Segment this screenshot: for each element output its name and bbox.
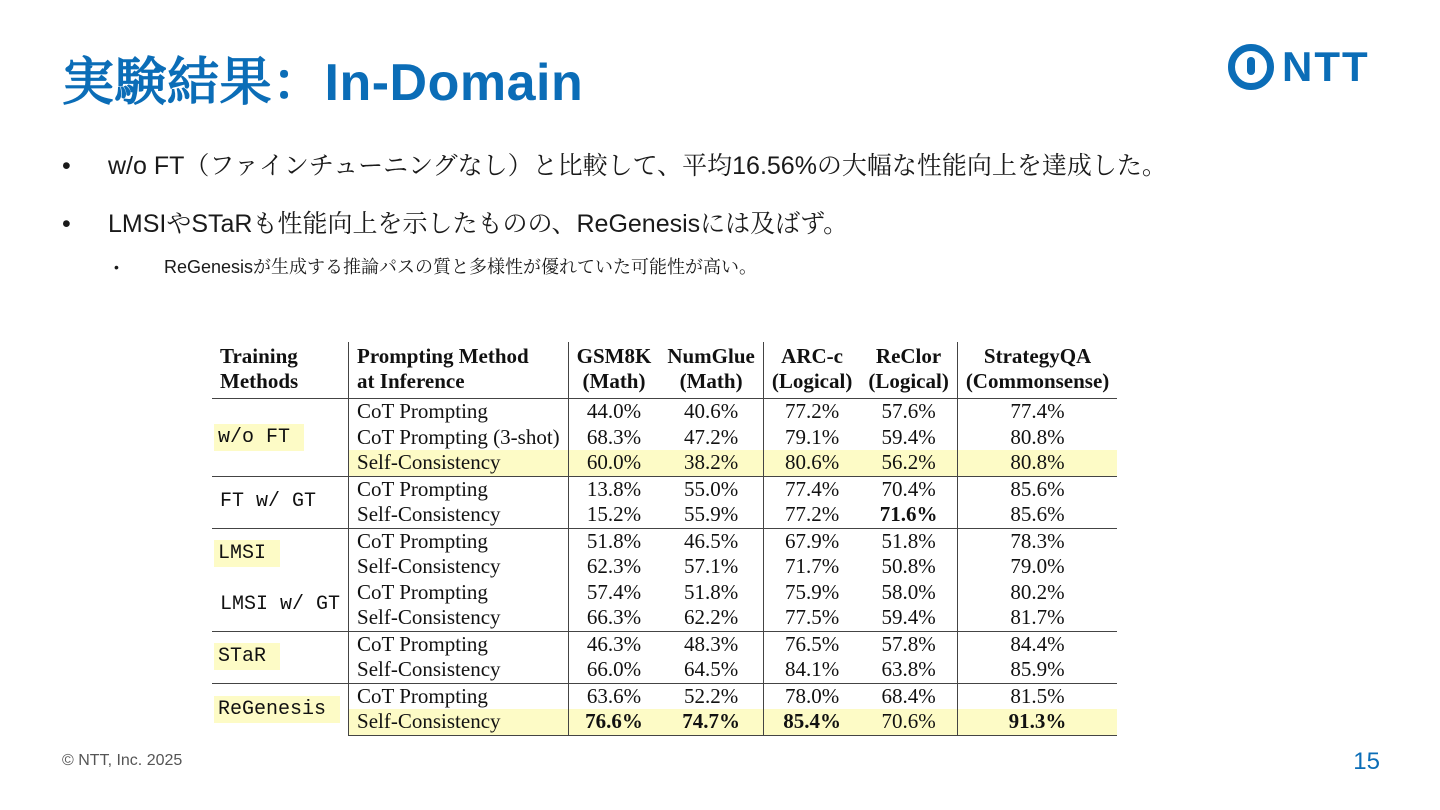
table-row [212, 502, 1117, 528]
score-cell: 62.2% [683, 605, 739, 629]
header-prompting-method: Prompting Method at Inference [349, 342, 569, 399]
ntt-ring-icon [1228, 44, 1274, 90]
score-cell: 55.0% [659, 476, 763, 502]
score-cell: 84.1% [763, 657, 860, 683]
score-cell: 85.9% [957, 657, 1117, 683]
header-numglue: NumGlue (Math) [659, 342, 763, 399]
score-cell: 38.2% [659, 450, 763, 476]
score-cell: 81.5% [957, 683, 1117, 709]
bullet-item [62, 206, 1392, 242]
training-method-lmsi-gt: LMSI w/ GT [220, 593, 341, 617]
score-cell: 77.2% [763, 502, 860, 528]
training-method-lmsi: LMSI [212, 528, 349, 580]
header-strategyqa: StrategyQA (Commonsense) [957, 342, 1117, 399]
table-row [212, 528, 1117, 554]
bullet-list [62, 148, 1392, 280]
table-header-row [212, 342, 1117, 399]
score-cell-best: 76.6% [568, 709, 659, 735]
header-training-methods: Training Methods [212, 342, 349, 399]
score-cell: 77.4% [957, 399, 1117, 425]
prompt-cell: CoT Prompting [349, 399, 569, 425]
prompt-cell: CoT Prompting [349, 631, 569, 657]
table-row [212, 605, 1117, 631]
logo-text: NTT [1282, 43, 1370, 90]
prompt-cell: CoT Prompting (3-shot) [349, 425, 569, 451]
table-row [212, 399, 1117, 425]
prompt-cell: Self-Consistency [349, 554, 569, 580]
score-cell: 71.7% [763, 554, 860, 580]
table-row [212, 631, 1117, 657]
score-cell: 68.4% [860, 683, 957, 709]
prompt-cell: Self-Consistency [349, 657, 569, 683]
score-cell: 60.0% [568, 450, 659, 476]
table-row [212, 476, 1117, 502]
score-cell: 76.5% [763, 631, 860, 657]
ntt-logo [1228, 42, 1383, 92]
training-method-star: STaR [212, 631, 349, 683]
score-cell: 66.0% [568, 657, 659, 683]
prompt-cell: CoT Prompting [349, 476, 569, 502]
prompt-cell: CoT Prompting [349, 580, 569, 606]
slide-title: 実験結果：In-Domain [62, 54, 584, 112]
score-cell: 13.8% [568, 476, 659, 502]
table-row [212, 554, 1117, 580]
score-cell: 63.6% [568, 683, 659, 709]
bullet-text: LMSIやSTaRも性能向上を示したものの、ReGenesisには及ばず。 [108, 210, 849, 238]
score-cell: 46.5% [659, 528, 763, 554]
score-cell: 57.6% [881, 399, 936, 423]
training-method-wo-ft: w/o FT [212, 399, 349, 477]
score-cell: 80.8% [957, 450, 1117, 476]
score-cell: 59.4% [881, 424, 936, 449]
page-number: 15 [1353, 748, 1380, 775]
bullet-icon: • [62, 210, 71, 238]
score-cell: 78.3% [957, 528, 1117, 554]
prompt-cell: CoT Prompting [349, 528, 569, 554]
results-table [212, 342, 1117, 736]
prompt-cell: CoT Prompting [349, 683, 569, 709]
score-cell: 51.8% [568, 528, 659, 554]
prompt-cell: Self-Consistency [349, 605, 569, 631]
score-cell-best: 71.6% [879, 502, 938, 526]
score-cell: 80.8% [957, 425, 1117, 451]
score-cell: 48.3% [659, 631, 763, 657]
score-cell: 51.8% [683, 579, 739, 604]
score-cell: 58.0% [881, 579, 936, 604]
score-cell: 77.2% [763, 399, 860, 425]
score-cell: 81.7% [957, 605, 1117, 631]
training-method-ft-gt: FT w/ GT [212, 476, 349, 528]
bullet-icon: • [62, 152, 71, 180]
prompt-cell: Self-Consistency [349, 502, 569, 528]
score-cell: 44.0% [568, 399, 659, 425]
header-reclor: ReClor (Logical) [860, 342, 957, 399]
table-row [212, 580, 1117, 606]
prompt-cell: Self-Consistency [349, 709, 569, 735]
score-cell: 80.2% [957, 580, 1117, 606]
score-cell: 85.6% [957, 476, 1117, 502]
score-cell: 40.6% [683, 399, 739, 423]
score-cell: 59.4% [881, 605, 936, 629]
score-cell: 55.9% [683, 502, 739, 526]
score-cell: 50.8% [881, 554, 936, 578]
score-cell: 84.4% [957, 631, 1117, 657]
score-cell-best: 74.7% [659, 709, 763, 735]
sub-bullet-item [114, 254, 1392, 280]
score-cell: 66.3% [568, 605, 659, 631]
score-cell: 63.8% [881, 657, 936, 681]
score-cell: 57.1% [683, 554, 739, 578]
score-cell: 78.0% [763, 683, 860, 709]
score-cell: 64.5% [683, 657, 739, 681]
score-cell: 57.4% [568, 580, 659, 606]
table-row-highlighted [212, 709, 1117, 735]
score-cell: 85.6% [957, 502, 1117, 528]
score-cell: 77.4% [763, 476, 860, 502]
score-cell: 77.5% [763, 605, 860, 631]
table-row-highlighted [212, 450, 1117, 476]
header-arc-c: ARC-c (Logical) [763, 342, 860, 399]
score-cell: 67.9% [763, 528, 860, 554]
score-cell: 70.6% [860, 709, 957, 735]
sub-bullet-icon: • [114, 259, 119, 275]
score-cell: 68.3% [568, 425, 659, 451]
score-cell-best: 91.3% [957, 709, 1117, 735]
results-table-container [212, 342, 1117, 736]
score-cell: 79.1% [763, 425, 860, 451]
score-cell: 79.0% [957, 554, 1117, 580]
score-cell: 52.2% [659, 683, 763, 709]
bullet-item [62, 148, 1392, 184]
table-row [212, 683, 1117, 709]
bullet-text: w/o FT（ファインチューニングなし）と比較して、平均16.56%の大幅な性能向上を達成した。 [108, 152, 1167, 180]
score-cell: 75.9% [763, 580, 860, 606]
prompt-cell: Self-Consistency [349, 450, 569, 476]
score-cell: 62.3% [568, 554, 659, 580]
score-cell: 51.8% [860, 528, 957, 554]
copyright-footer: © NTT, Inc. 2025 [62, 752, 183, 769]
table-row [212, 425, 1117, 451]
header-gsm8k: GSM8K (Math) [568, 342, 659, 399]
score-cell: 15.2% [568, 502, 659, 528]
score-cell: 46.3% [568, 631, 659, 657]
score-cell: 47.2% [683, 424, 739, 449]
training-method-regenesis: ReGenesis [212, 683, 349, 735]
score-cell: 57.8% [860, 631, 957, 657]
score-cell: 56.2% [860, 450, 957, 476]
score-cell: 70.4% [860, 476, 957, 502]
score-cell: 80.6% [763, 450, 860, 476]
sub-bullet-text: ReGenesisが生成する推論パスの質と多様性が優れていた可能性が高い。 [164, 257, 758, 277]
table-row [212, 657, 1117, 683]
score-cell-best: 85.4% [763, 709, 860, 735]
